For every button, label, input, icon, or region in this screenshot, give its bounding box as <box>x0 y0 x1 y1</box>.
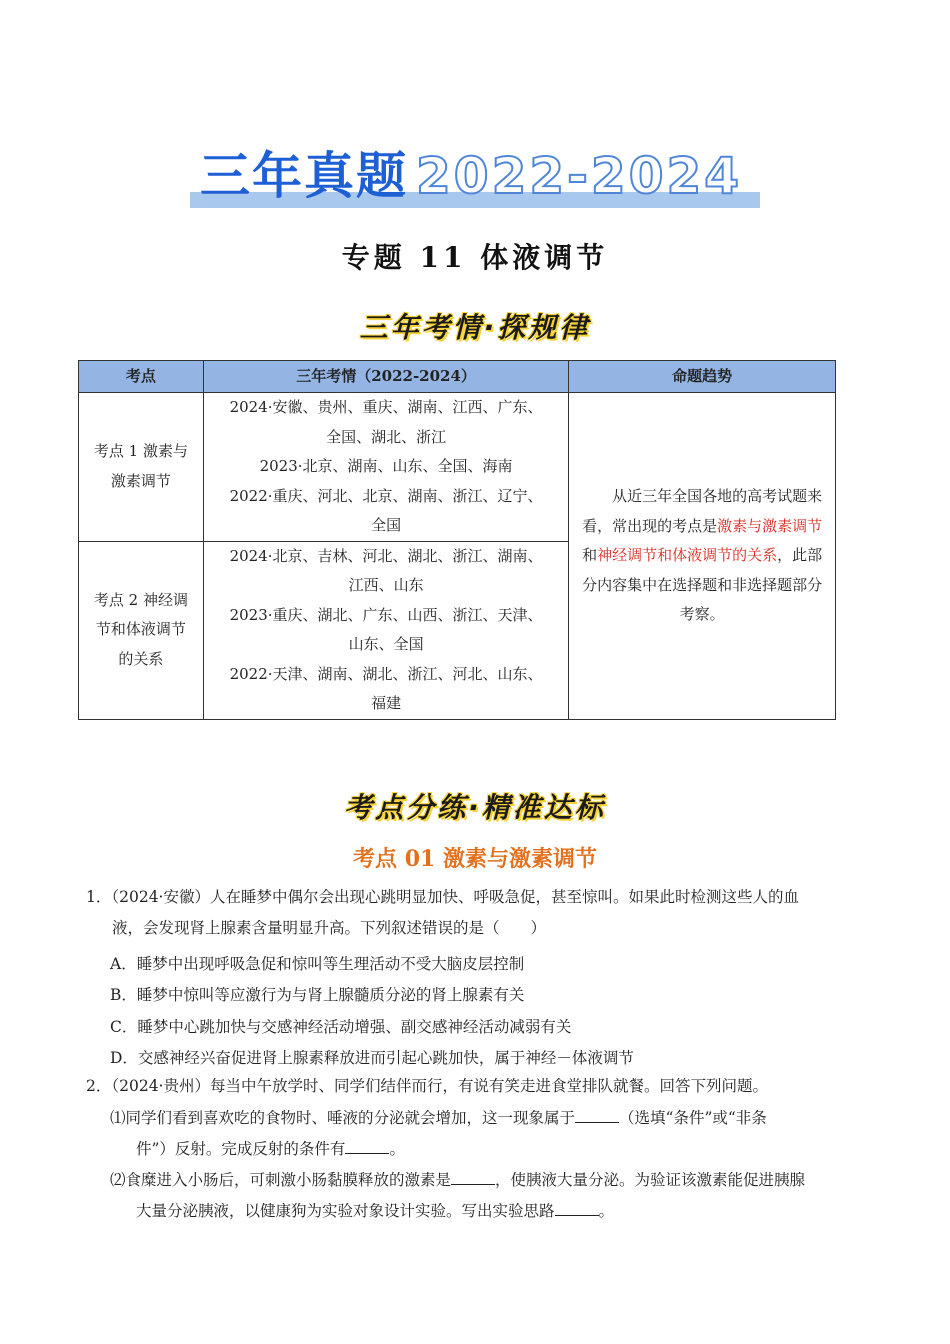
table-cell-history <box>203 541 569 719</box>
table-row <box>79 393 836 542</box>
q2-sub1-text: 件”）反射。完成反射的条件有 <box>136 1140 346 1158</box>
q2-subquestion-1 <box>110 1103 870 1165</box>
exam-trend-table <box>78 360 836 720</box>
subject-title: 专题 11 体液调节 <box>341 241 609 274</box>
point-text: 节和体液调节 <box>95 620 186 639</box>
history-line: 2022·天津、湖南、湖北、浙江、河北、山东、 <box>229 664 543 683</box>
answer-blank[interactable] <box>451 1170 495 1185</box>
trend-highlight: 神经调节和体液调节的关系 <box>597 546 778 564</box>
history-line: 2022·重庆、河北、北京、湖南、浙江、辽宁、 <box>229 486 543 505</box>
section-title-practice: 考点分练·精准达标 <box>344 791 606 824</box>
question-1-stem: 1．（2024·安徽）人在睡梦中偶尔会出现心跳明显加快、呼吸急促，甚至惊叫。如果此时检测这些人的血 <box>86 888 799 906</box>
question-2 <box>86 1071 876 1102</box>
q1-option-c: C．睡梦中心跳加快与交感神经活动增强、副交感神经活动减弱有关 <box>110 1018 572 1036</box>
history-line: 全国、湖北、浙江 <box>326 427 447 446</box>
table-header: 考点 <box>79 361 204 393</box>
q2-sub2-text: ⑵食糜进入小肠后，可刺激小肠黏膜释放的激素是 <box>110 1171 452 1189</box>
table-cell-trend <box>569 393 836 720</box>
q2-sub2-text: 。 <box>598 1202 615 1220</box>
q2-sub1-text: ⑴同学们看到喜欢吃的食物时、唾液的分泌就会增加，这一现象属于 <box>110 1109 576 1127</box>
table-header-row <box>79 361 836 393</box>
point-text: 的关系 <box>118 649 164 668</box>
table-cell-history <box>203 393 569 542</box>
answer-blank[interactable] <box>345 1139 389 1154</box>
banner-title <box>200 148 742 204</box>
table-cell-point <box>79 393 204 542</box>
q2-sub1-text: 。 <box>389 1140 405 1158</box>
q1-option-b: B．睡梦中惊叫等应激行为与肾上腺髓质分泌的肾上腺素有关 <box>110 986 525 1004</box>
q2-subquestion-2 <box>110 1165 870 1227</box>
section-title-trends: 三年考情·探规律 <box>359 311 591 344</box>
history-line: 江西、山东 <box>348 576 424 594</box>
history-line: 2023·重庆、湖北、广东、山西、浙江、天津、 <box>229 605 543 624</box>
history-line: 福建 <box>371 694 402 712</box>
banner <box>190 148 760 208</box>
table-header: 三年考情（2022-2024） <box>203 361 569 393</box>
table-header: 命题趋势 <box>569 361 836 393</box>
q1-option-d: D．交感神经兴奋促进肾上腺素释放进而引起心跳加快，属于神经－体液调节 <box>110 1049 634 1067</box>
history-line: 2024·安徽、贵州、重庆、湖南、江西、广东、 <box>229 398 543 416</box>
q2-sub1-text: （选填“条件”或“非条 <box>619 1109 767 1127</box>
kp1-title: 考点 01 激素与激素调节 <box>353 846 597 872</box>
question-1 <box>86 882 876 944</box>
history-line: 2024·北京、吉林、河北、湖北、浙江、湖南、 <box>229 546 543 565</box>
question-1-stem: 液，会发现肾上腺素含量明显升高。下列叙述错误的是（ ） <box>112 919 547 937</box>
q1-option-a: A．睡梦中出现呼吸急促和惊叫等生理活动不受大脑皮层控制 <box>110 955 525 973</box>
table-cell-point <box>79 541 204 719</box>
banner-title-years: 2022-2024 <box>416 147 743 205</box>
point-text: 考点 1 激素与 <box>93 442 188 461</box>
trend-text: 从近三年全国各地的高考试题来看，常出现的考点是 <box>582 487 823 535</box>
banner-title-cn: 三年真题 <box>200 147 408 205</box>
answer-blank[interactable] <box>555 1201 599 1216</box>
answer-blank[interactable] <box>575 1108 619 1123</box>
history-line: 全国 <box>371 516 402 534</box>
history-line: 2023·北京、湖南、山东、全国、海南 <box>259 457 513 475</box>
q2-sub2-text: 大量分泌胰液，以健康狗为实验对象设计实验。写出实验思路 <box>136 1202 555 1220</box>
trend-text: 和 <box>582 546 598 564</box>
q2-sub2-text: ，使胰液大量分泌。为验证该激素能促进胰腺 <box>495 1171 806 1189</box>
point-text: 考点 2 神经调 <box>93 590 188 609</box>
question-2-stem: 2．（2024·贵州）每当中午放学时、同学们结伴而行，有说有笑走进食堂排队就餐。回答下列问题。 <box>86 1077 768 1095</box>
trend-text: ，此部分内容集中在选择题和非选择题部分考察。 <box>582 546 823 623</box>
point-text: 激素调节 <box>110 471 171 490</box>
history-line: 山东、全国 <box>348 635 424 653</box>
trend-highlight: 激素与激素调节 <box>717 516 823 535</box>
